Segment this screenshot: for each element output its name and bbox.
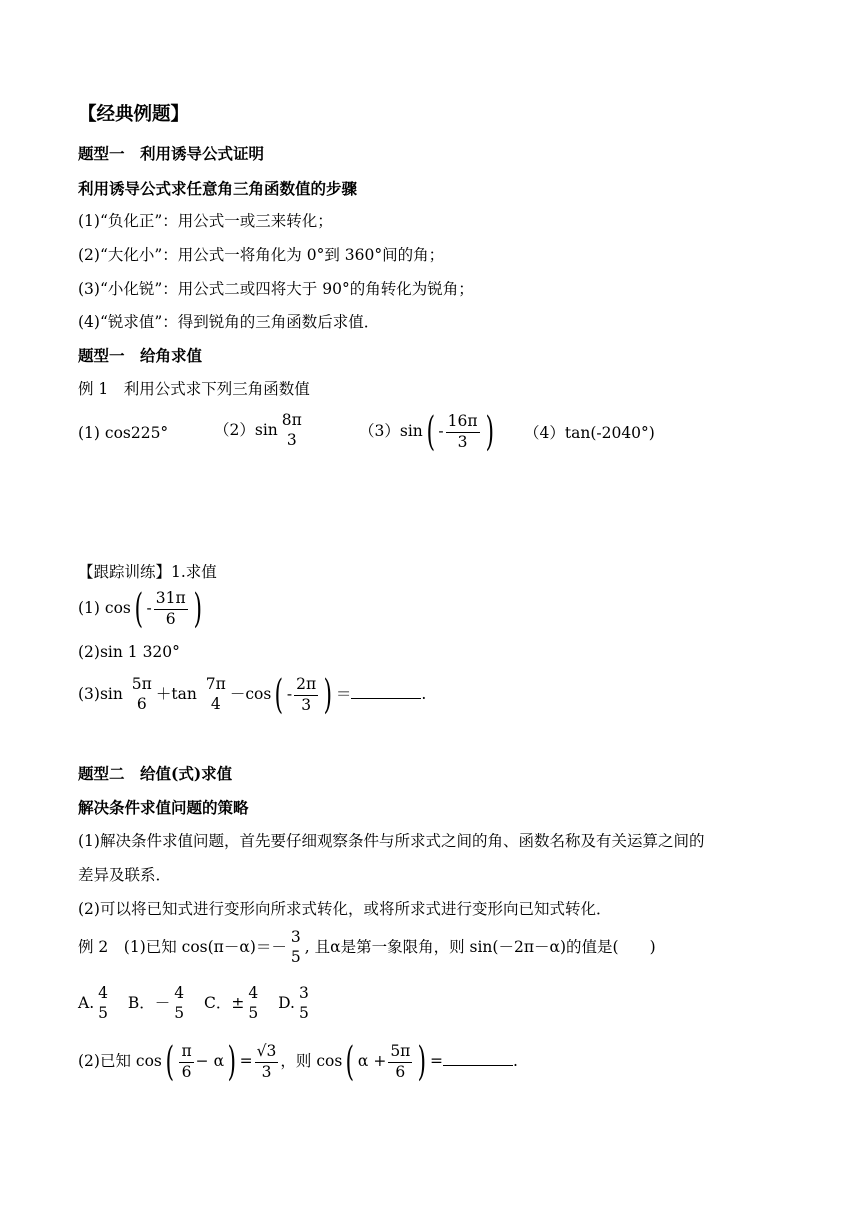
strategy-title: 解决条件求值问题的策略 (78, 798, 249, 817)
step-3: (3)“小化锐”：用公式二或四将大于 90°的角转化为锐角； (78, 280, 474, 298)
step-4: (4)“锐求值”：得到锐角的三角函数后求值． (78, 313, 380, 331)
fraction: 4 5 (98, 984, 108, 1022)
ex1-item-1: (1) cos225° (78, 424, 169, 442)
type2-title: 题型二 给值(式)求值 (78, 764, 233, 783)
fraction: $\frac{\pi}{6}$ (181, 1041, 192, 1081)
track-item-3: (3)sin 5π 6 ＋tan 7π 4 －cos ( - $\frac{2\pi}{3}$ ) ＝ . (78, 672, 427, 718)
example-2-q2: (2)已知 cos ( $\frac{\pi}{6}$ − α ) = $\frac{√3}{3}$ ，则 cos ( α + $\frac{5\pi}{6}$ ) = . (78, 1039, 518, 1085)
fraction: $\frac{√3}{3}$ (256, 1041, 277, 1081)
example-1-label: 例 1 利用公式求下列三角函数值 (78, 380, 310, 398)
track-item-1: (1) cos ( - $\frac{31\pi}{6}$ ) (78, 586, 202, 632)
fraction: 3 5 (298, 984, 309, 1022)
ex1-item-3: （3）sin ( - $\frac{16\pi}{3}$ ) (359, 409, 494, 455)
step-1: (1)“负化正”：用公式一或三来转化； (78, 212, 333, 230)
fraction: $\frac{31\pi}{6}$ (155, 588, 186, 628)
example-2-q1: 例 2 (1)已知 cos(π－α)＝－ 3 5 , 且α是第一象限角，则 sin(－2π－α)的值是( ) (78, 928, 656, 966)
strategy-1-cont: 差异及联系． (78, 866, 172, 884)
track-item-2: (2)sin 1 320° (78, 643, 180, 661)
fraction: $\frac{2\pi}{3}$ (296, 674, 317, 714)
type1-title: 题型一 利用诱导公式证明 (78, 144, 265, 163)
ex1-item-2: （2）sin 8π 3 (214, 411, 302, 449)
step-2: (2)“大化小”：用公式一将角化为 0°到 360°间的角； (78, 246, 445, 264)
strategy-2: (2)可以将已知式进行变形向所求式转化，或将所求式进行变形向已知式转化． (78, 900, 612, 918)
section-heading: 【经典例题】 (78, 104, 190, 125)
steps-title: 利用诱导公式求任意角三角函数值的步骤 (78, 179, 358, 198)
fraction: 3 5 (290, 928, 301, 966)
type1b-title: 题型一 给角求值 (78, 346, 203, 365)
answer-blank (443, 1064, 513, 1066)
fraction: 5π 6 (131, 675, 152, 713)
fraction: $\frac{16\pi}{3}$ (447, 411, 478, 451)
fraction: 7π 4 (205, 675, 226, 713)
fraction: 8π 3 (281, 411, 302, 449)
answer-blank (351, 697, 421, 699)
tracking-title: 【跟踪训练】1.求值 (78, 563, 217, 581)
example-2-options: A. 4 5 B．－ 4 5 C．± 4 5 D. 3 5 (78, 984, 309, 1022)
strategy-1: (1)解决条件求值问题，首先要仔细观察条件与所求式之间的角、函数名称及有关运算之间的 (78, 832, 705, 850)
fraction: 4 5 (174, 984, 185, 1022)
fraction: 4 5 (248, 984, 259, 1022)
fraction: $\frac{5\pi}{6}$ (390, 1041, 411, 1081)
ex1-item-4: （4）tan(-2040°) (524, 424, 655, 442)
